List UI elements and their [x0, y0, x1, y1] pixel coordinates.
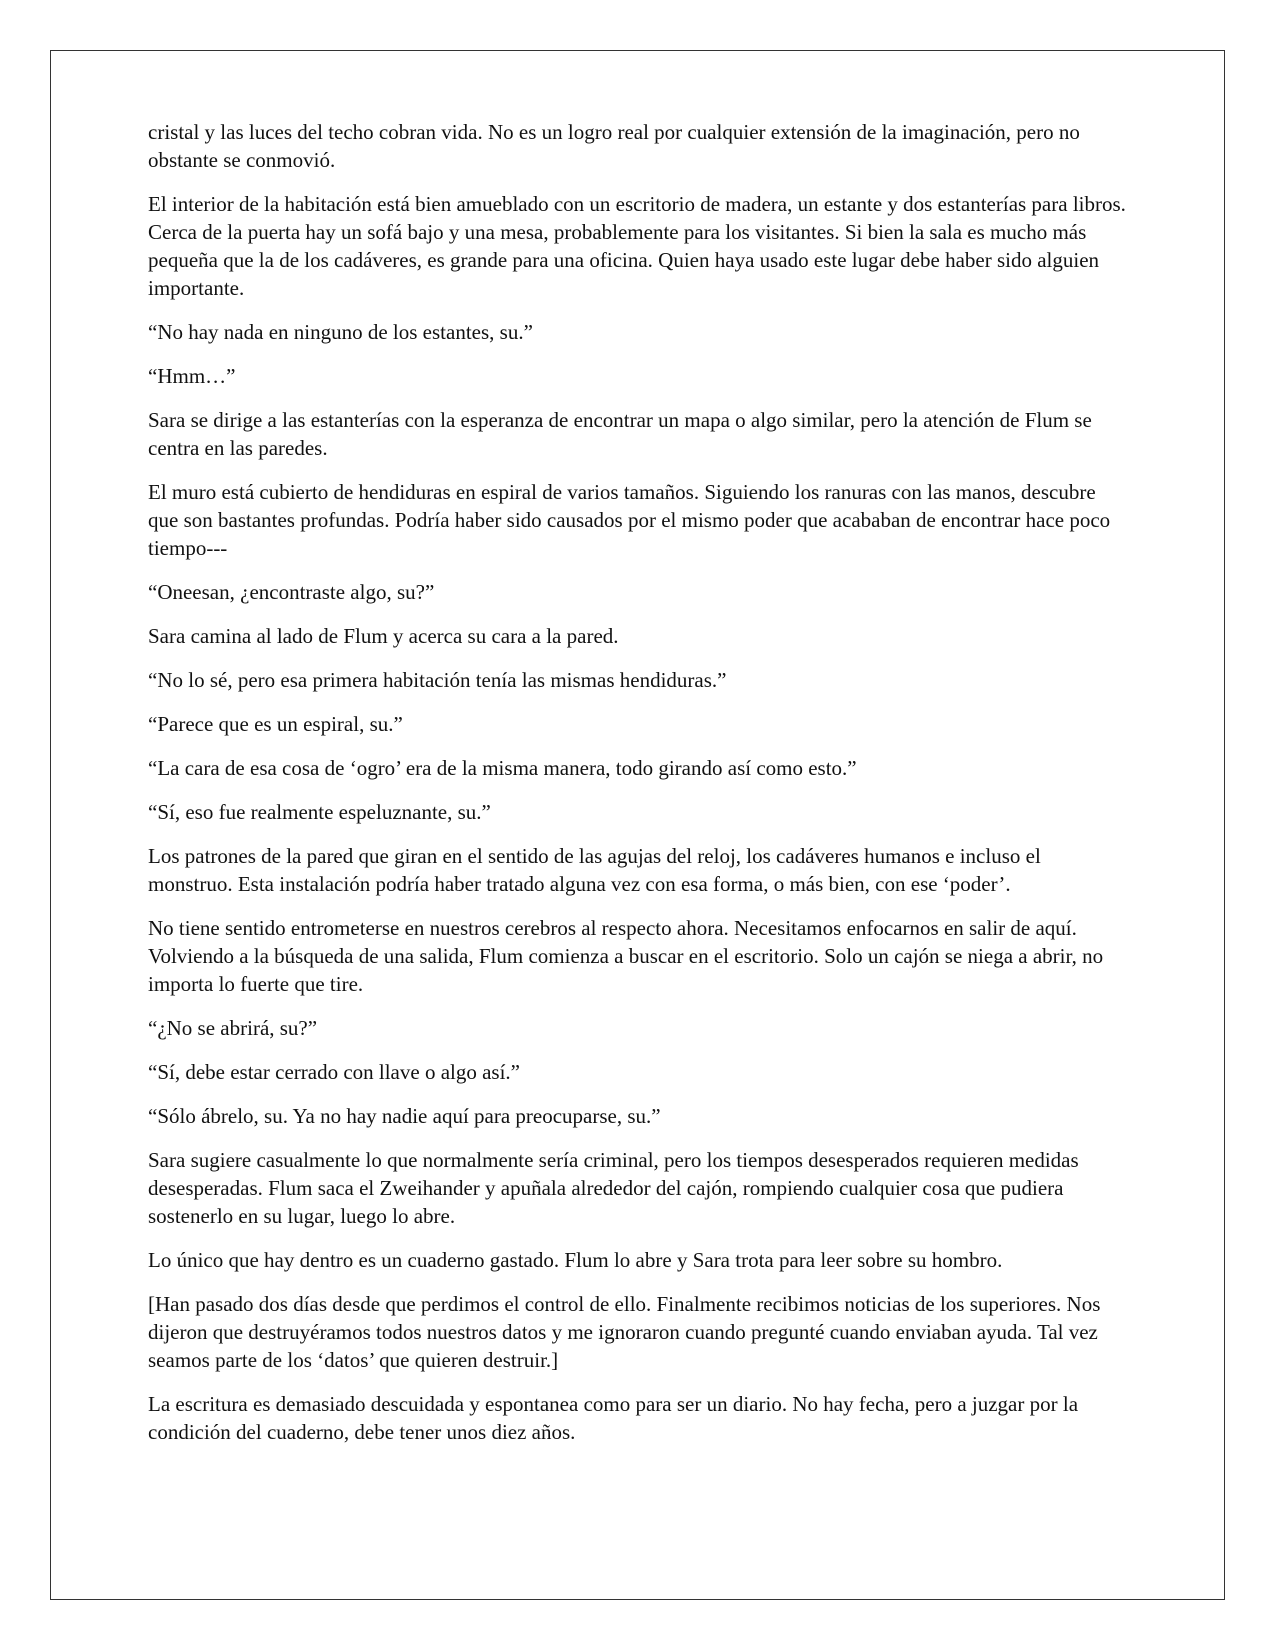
paragraph: Sara se dirige a las estanterías con la esperanza de encontrar un mapa o algo similar, pero la atención de Flum se centra en las paredes. [148, 408, 1092, 460]
paragraph: Sara camina al lado de Flum y acerca su cara a la pared. [148, 624, 619, 648]
paragraph: No tiene sentido entrometerse en nuestros cerebros al respecto ahora. Necesitamos enfocarnos en salir de aquí. Volviendo a la búsqueda de una salida, Flum comienza a buscar en el escritorio. Solo un cajón se niega a abrir, no importa lo fuerte que tire. [148, 916, 1104, 996]
dialogue-line: “Sí, debe estar cerrado con llave o algo así.” [148, 1060, 521, 1084]
dialogue-line: “La cara de esa cosa de ‘ogro’ era de la misma manera, todo girando así como esto.” [148, 756, 857, 780]
paragraph: El muro está cubierto de hendiduras en espiral de varios tamaños. Siguiendo los ranuras con las manos, descubre que son bastantes profundas. Podría haber sido causados por el mismo poder que acababan de encontrar hace poco tiempo--- [148, 480, 1111, 560]
dialogue-line: “Hmm…” [148, 364, 236, 388]
paragraph: Los patrones de la pared que giran en el sentido de las agujas del reloj, los cadáveres humanos e incluso el monstruo. Esta instalación podría haber tratado alguna vez con esa forma, o más bien, con ese ‘poder’. [148, 844, 1041, 896]
notebook-excerpt: [Han pasado dos días desde que perdimos el control de ello. Finalmente recibimos noticias de los superiores. Nos dijeron que destruyéramos todos nuestros datos y me ignoraron cuando pregunté cuando enviaban ayuda. Tal vez seamos parte de los ‘datos’ que quieren destruir.] [148, 1292, 1101, 1372]
dialogue-line: “Sólo ábrelo, su. Ya no hay nadie aquí para preocuparse, su.” [148, 1104, 661, 1128]
dialogue-line: “¿No se abrirá, su?” [148, 1016, 318, 1040]
dialogue-line: “Parece que es un espiral, su.” [148, 712, 403, 736]
dialogue-line: “No lo sé, pero esa primera habitación tenía las mismas hendiduras.” [148, 668, 727, 692]
paragraph: Sara sugiere casualmente lo que normalmente sería criminal, pero los tiempos desesperados requieren medidas desesperadas. Flum saca el Zweihander y apuñala alrededor del cajón, rompiendo cualquier cosa que pudiera sostenerlo en su lugar, luego lo abre. [148, 1148, 1079, 1228]
paragraph: El interior de la habitación está bien amueblado con un escritorio de madera, un estante y dos estanterías para libros. Cerca de la puerta hay un sofá bajo y una mesa, probablemente para los visitantes. Si bien la sala es mucho más pequeña que la de los cadáveres, es grande para una oficina. Quien haya usado este lugar debe haber sido alguien importante. [148, 192, 1126, 300]
paragraph: Lo único que hay dentro es un cuaderno gastado. Flum lo abre y Sara trota para leer sobre su hombro. [148, 1248, 1003, 1272]
dialogue-line: “Oneesan, ¿encontraste algo, su?” [148, 580, 435, 604]
dialogue-line: “Sí, eso fue realmente espeluznante, su.” [148, 800, 491, 824]
paragraph: cristal y las luces del techo cobran vida. No es un logro real por cualquier extensión de la imaginación, pero no obstante se conmovió. [148, 120, 1080, 172]
paragraph: La escritura es demasiado descuidada y espontanea como para ser un diario. No hay fecha, pero a juzgar por la condición del cuaderno, debe tener unos diez años. [148, 1392, 1079, 1444]
dialogue-line: “No hay nada en ninguno de los estantes, su.” [148, 320, 533, 344]
document-body [148, 118, 1128, 1462]
